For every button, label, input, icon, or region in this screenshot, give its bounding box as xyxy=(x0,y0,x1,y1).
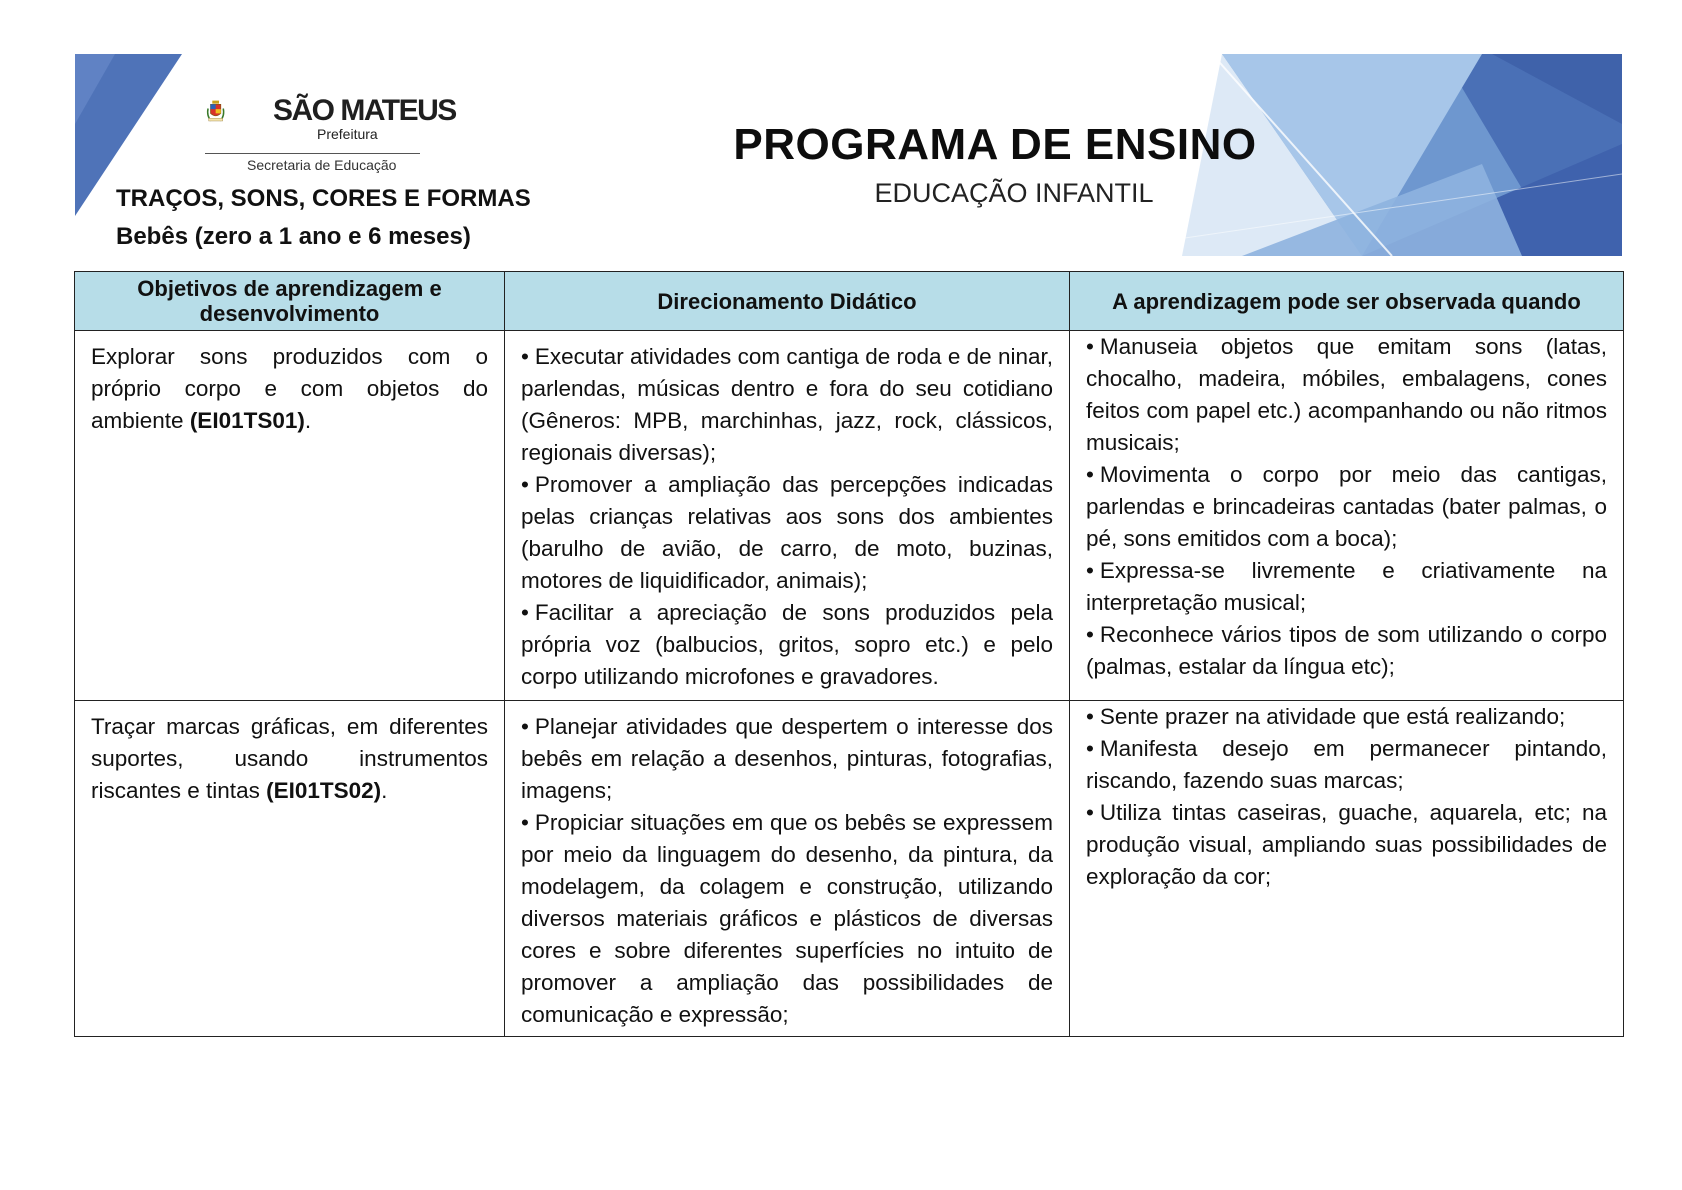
table-row xyxy=(75,331,1624,701)
list-item: • Reconhece vários tipos de som utilizando o corpo (palmas, estalar da língua etc); xyxy=(1086,622,1607,679)
subject-heading: TRAÇOS, SONS, CORES E FORMAS xyxy=(116,185,531,212)
list-item: • Movimenta o corpo por meio das cantigas, parlendas e brincadeiras cantadas (bater palmas, o pé, sons emitidos com a boca); xyxy=(1086,462,1607,551)
didactic-cell xyxy=(505,701,1070,1037)
table-header-row xyxy=(75,272,1624,331)
page-subtitle: EDUCAÇÃO INFANTIL xyxy=(874,178,1154,208)
table-row xyxy=(75,701,1624,1037)
objective-suffix: . xyxy=(381,778,388,803)
list-item: • Expressa-se livremente e criativamente na interpretação musical; xyxy=(1086,558,1607,615)
list-item: • Executar atividades com cantiga de roda e de ninar, parlendas, músicas dentro e fora do seu cotidiano (Gêneros: MPB, marchinhas, jazz, rock, clássicos, regionais diversas); xyxy=(521,344,1053,465)
objective-cell xyxy=(75,701,505,1037)
objective-code: (EI01TS02) xyxy=(266,778,382,803)
column-header-didactic: Direcionamento Didático xyxy=(505,272,1070,331)
column-header-objectives: Objetivos de aprendizagem e desenvolvimento xyxy=(75,272,505,331)
list-item: • Sente prazer na atividade que está realizando; xyxy=(1086,704,1566,729)
logo-subtitle: Prefeitura xyxy=(317,126,378,142)
logo-department: Secretaria de Educação xyxy=(247,157,397,173)
age-group-heading: Bebês (zero a 1 ano e 6 meses) xyxy=(116,223,471,250)
list-item: • Manifesta desejo em permanecer pintando, riscando, fazendo suas marcas; xyxy=(1086,736,1607,793)
didactic-cell xyxy=(505,331,1070,701)
objective-suffix: . xyxy=(304,408,312,433)
objective-text: Explorar sons produzidos com o próprio corpo e com objetos do ambiente xyxy=(91,344,488,433)
list-item: • Facilitar a apreciação de sons produzidos pela própria voz (balbucios, gritos, sopro etc.) e pelo corpo utilizando microfones e gravadores. xyxy=(521,600,1053,689)
list-item: • Promover a ampliação das percepções indicadas pelas crianças relativas aos sons dos ambientes (barulho de avião, de carro, de moto, buzinas, motores de liquidificador, animais); xyxy=(521,472,1053,593)
list-item: • Utiliza tintas caseiras, guache, aquarela, etc; na produção visual, ampliando suas possibilidades de exploração da cor; xyxy=(1086,800,1607,889)
objective-text: Traçar marcas gráficas, em diferentes suportes, usando instrumentos riscantes e tintas xyxy=(91,714,488,803)
objective-code: (EI01TS01) xyxy=(189,408,305,433)
column-header-observed: A aprendizagem pode ser observada quando xyxy=(1070,272,1624,331)
logo-name: SÃO MATEUS xyxy=(273,94,456,127)
list-item: • Manuseia objetos que emitam sons (latas, chocalho, madeira, móbiles, embalagens, cones feitos com papel etc.) acompanhando ou não ritmos musicais; xyxy=(1086,334,1607,455)
page-title: PROGRAMA DE ENSINO xyxy=(733,120,1257,169)
observed-cell xyxy=(1070,701,1624,1037)
page-header xyxy=(75,54,1622,256)
list-item: • Propiciar situações em que os bebês se expressem por meio da linguagem do desenho, da pintura, da modelagem, da colagem e construção, utilizando diversos materiais gráficos e plásticos de diversas cores e sobre diferentes superfícies no intuito de promover a ampliação das possibilidades de comunicação e expressão; xyxy=(521,810,1053,1027)
list-item: • Planejar atividades que despertem o interesse dos bebês em relação a desenhos, pinturas, fotografias, imagens; xyxy=(521,714,1053,803)
curriculum-table xyxy=(74,271,1624,1037)
objective-cell xyxy=(75,331,505,701)
observed-cell xyxy=(1070,331,1624,701)
